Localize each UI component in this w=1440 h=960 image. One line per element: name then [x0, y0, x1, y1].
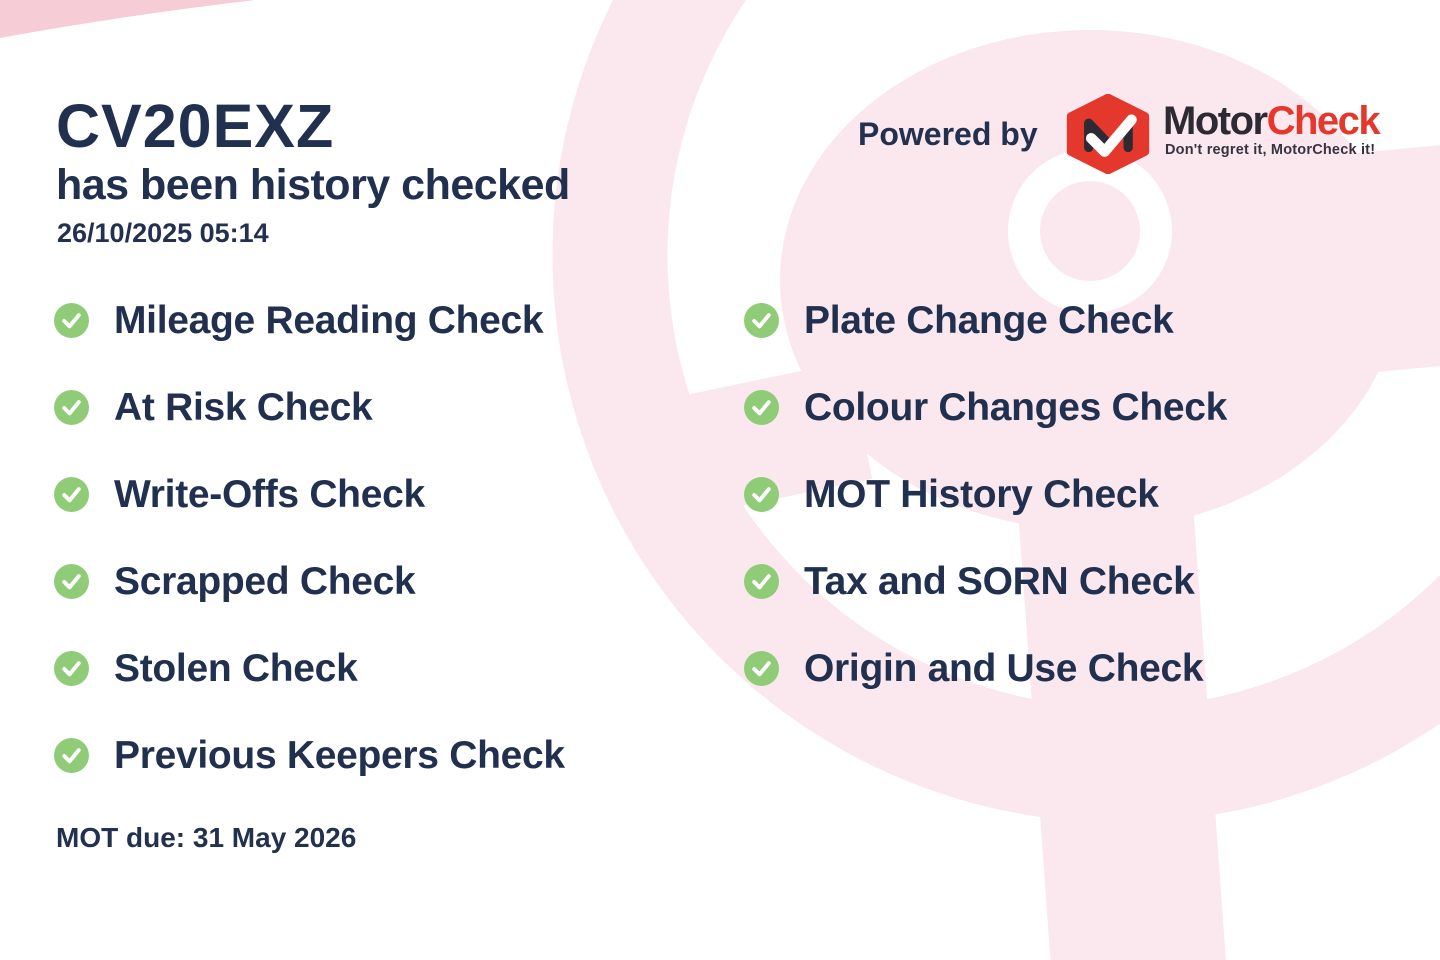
check-circle-icon — [54, 564, 89, 599]
check-item — [54, 385, 565, 429]
check-item — [744, 385, 1227, 429]
card-subtitle: has been history checked — [56, 161, 570, 209]
check-item — [54, 559, 565, 603]
check-item — [54, 298, 565, 342]
check-circle-icon — [54, 390, 89, 425]
brand-check-text: Check — [1266, 99, 1380, 143]
check-circle-icon — [54, 651, 89, 686]
motorcheck-logo-icon — [1066, 94, 1150, 174]
check-item-label: Mileage Reading Check — [114, 298, 544, 342]
brand-tagline: Don't regret it, MotorCheck it! — [1165, 142, 1376, 158]
check-item-label: Origin and Use Check — [804, 646, 1204, 690]
check-item-label: Write-Offs Check — [114, 472, 425, 516]
check-item — [744, 646, 1227, 690]
check-list-right — [744, 298, 1227, 733]
check-item-label: Colour Changes Check — [804, 385, 1228, 429]
check-item-label: At Risk Check — [114, 385, 373, 429]
check-circle-icon — [744, 651, 779, 686]
check-item — [744, 472, 1227, 516]
check-item-label: MOT History Check — [804, 472, 1159, 516]
brand-wordmark — [1163, 101, 1379, 141]
check-circle-icon — [54, 477, 89, 512]
check-circle-icon — [744, 564, 779, 599]
brand-motor-text: Motor — [1163, 99, 1267, 143]
check-item — [744, 559, 1227, 603]
check-item-label: Stolen Check — [114, 646, 358, 690]
check-item-label: Plate Change Check — [804, 298, 1174, 342]
powered-by-label: Powered by — [858, 116, 1038, 152]
check-timestamp: 26/10/2025 05:14 — [57, 218, 269, 248]
check-item — [54, 646, 565, 690]
check-item-label: Tax and SORN Check — [804, 559, 1195, 603]
check-item — [54, 733, 565, 777]
registration-plate: CV20EXZ — [56, 92, 335, 160]
check-circle-icon — [54, 738, 89, 773]
check-item — [54, 472, 565, 516]
mot-due-date: MOT due: 31 May 2026 — [56, 822, 357, 853]
check-circle-icon — [54, 303, 89, 338]
check-circle-icon — [744, 303, 779, 338]
check-list-left — [54, 298, 565, 820]
check-item-label: Scrapped Check — [114, 559, 416, 603]
check-circle-icon — [744, 390, 779, 425]
check-item — [744, 298, 1227, 342]
check-item-label: Previous Keepers Check — [114, 733, 565, 777]
check-circle-icon — [744, 477, 779, 512]
